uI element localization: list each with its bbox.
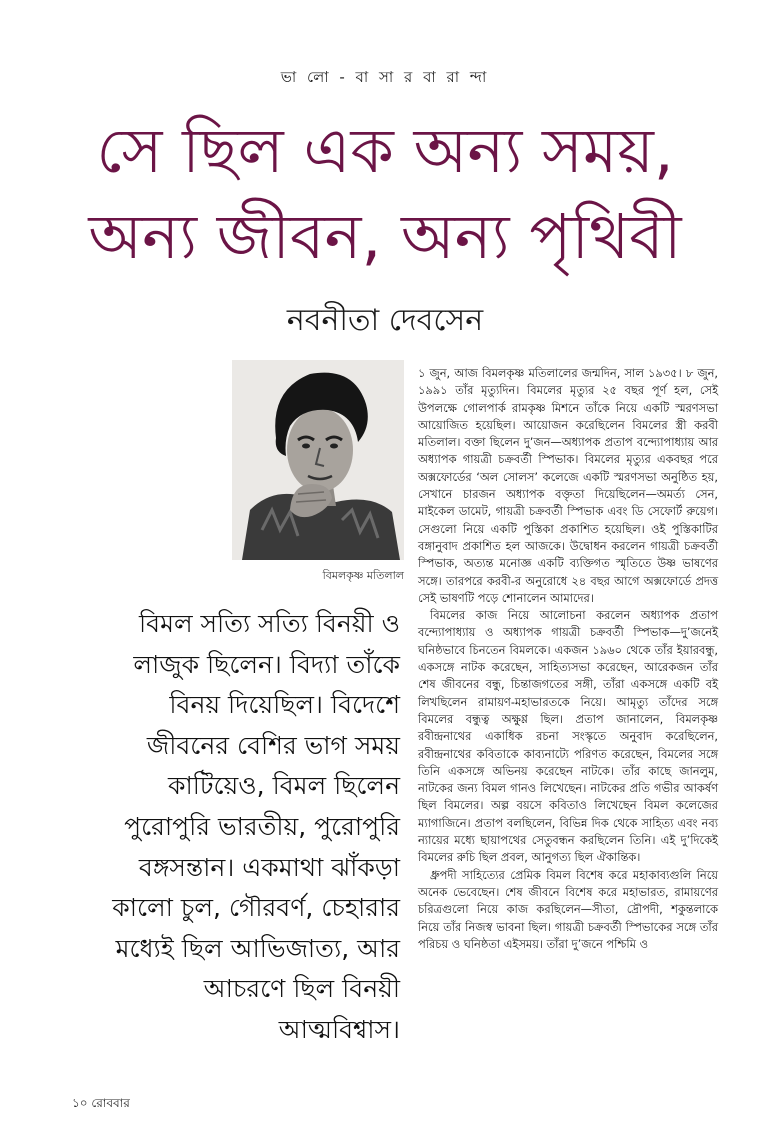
article-paragraph: ধ্রুপদী সাহিত্যের প্রেমিক বিমল বিশেষ করে মহাকাব্যগুলি নিয়ে অনেক ভেবেছেন। শেষ জীবনে বিশেষ করে মহাভারত, রামায়ণের চরিত্রগুলো নিয়ে কাজ করছিলেন—সীতা, দ্রৌপদী, শকুন্তলাকে নিয়ে তাঁর নিজস্ব ভাবনা ছিল। গায়ত্রী চক্রবর্তী স্পিভাকের সঙ্গে তাঁর পরিচয় ও ঘনিষ্ঠতা এইসময়। তাঁরা দু’জনে পশ্চিমি ও [418,867,718,951]
headline-line-2: অন্য জীবন, অন্য পৃথিবী [88,200,682,273]
headline-line-1: সে ছিল এক অন্য সময়, [96,114,674,187]
headline [40,108,730,280]
author-portrait-photo [232,360,404,560]
pull-quote [94,604,400,1051]
article-body [418,365,718,953]
section-kicker: ভা লো - বা সা র বা রা ন্দা [280,68,490,86]
pull-quote-text: বিমল সত্যি সত্যি বিনয়ী ও লাজুক ছিলেন। বিদ্যা তাঁকে বিনয় দিয়েছিল। বিদেশে জীবনের বেশির ভাগ সময় কাটিয়েও, বিমল ছিলেন পুরোপুরি ভারতীয়, পুরোপুরি বঙ্গসন্তান। একমাথা ঝাঁকড়া কালো চুল, গৌরবর্ণ, চেহারার মধ্যেই ছিল আভিজাত্য, আর আচরণে ছিল বিনয়ী আত্মবিশ্বাস। [112,609,400,1044]
article-paragraph: ১ জুন, আজ বিমলকৃষ্ণ মতিলালের জন্মদিন, সাল ১৯৩৫। ৮ জুন, ১৯৯১ তাঁর মৃত্যুদিন। বিমলের মৃত্যুর ২৫ বছর পূর্ণ হল, সেই উপলক্ষে গোলপার্ক রামকৃষ্ণ মিশনে তাঁকে নিয়ে একটি স্মরণসভা আয়োজিত হয়েছিল। আয়োজন করেছিলেন বিমলের স্ত্রী করবী মতিলাল। বক্তা ছিলেন দু’জন—অধ্যাপক প্রতাপ বন্দ্যোপাধ্যায় আর অধ্যাপক গায়ত্রী চক্রবর্তী স্পিভাক। বিমলের মৃত্যুর একবছর পরে অক্সফোর্ডের ‘অল সোলস’ কলেজে একটি স্মরণসভা অনুষ্ঠিত হয়, সেখানে চারজন অধ্যাপক বক্তৃতা দিয়েছিলেন—অমর্ত্য সেন, মাইকেল ডামেট, গায়ত্রী চক্রবর্তী স্পিভাক এবং ডি সেফোর্ট রুয়েগ। সেগুলো নিয়ে একটি পুস্তিকা প্রকাশিত হয়েছিল। ওই পুস্তিকাটির বঙ্গানুবাদ প্রকাশিত হল আজকে। উদ্বোধন করলেন গায়ত্রী চক্রবর্তী স্পিভাক, অত্যন্ত মনোজ্ঞ একটি ব্যক্তিগত স্মৃতিতে উষ্ণ ভাষণের সঙ্গে। তারপরে করবী-র অনুরোধে ২৪ বছর আগে অক্সফোর্ডে প্রদত্ত সেই ভাষণটি পড়ে শোনালেন আমাদের। [418,366,718,605]
page-folio: ১০ রোববার [72,1096,130,1110]
article-paragraph: বিমলের কাজ নিয়ে আলোচনা করলেন অধ্যাপক প্রতাপ বন্দ্যোপাধ্যায় ও অধ্যাপক গায়ত্রী চক্রবর্তী স্পিভাক—দু’জনেই ঘনিষ্ঠভাবে চিনতেন বিমলকে। একজন ১৯৬০ থেকে তাঁর ইয়ারবন্ধু, একসঙ্গে নাটক করেছেন, সাহিত্যসভা করেছেন, আরেকজন তাঁর শেষ জীবনের বন্ধু, চিন্তাজগতের সঙ্গী, তাঁরা একসঙ্গে একটি বই লিখছিলেন রামায়ণ-মহাভারতকে নিয়ে। আমৃত্যু তাঁদের সঙ্গে বিমলের বন্ধুত্ব অক্ষুণ্ণ ছিল। প্রতাপ জানালেন, বিমলকৃষ্ণ রবীন্দ্রনাথের একাধিক রচনা সংস্কৃতে অনুবাদ করেছিলেন, রবীন্দ্রনাথের কবিতাকে কাব্যনাট্যে পরিণত করেছেন, বিমলের সঙ্গে তিনি একসঙ্গে অভিনয় করেছেন নাটকে। তাঁর কাছে জানলুম, নাটকের জন্য বিমল গানও লিখেছেন। নাটকের প্রতি গভীর আকর্ষণ ছিল বিমলের। অল্প বয়সে কবিতাও লিখেছেন বিমল কলেজের ম্যাগাজিনে। প্রতাপ বলছিলেন, বিভিন্ন দিক থেকে সাহিত্য এবং নব্য ন্যায়ের মধ্যে ছায়াপথের সেতুবন্ধন করছিলেন তিনি। এই দু’দিকেই বিমলের রুচি ছিল প্রবল, আনুগত্য ছিল ঐকান্তিক। [418,608,718,865]
author-byline: নবনীতা দেবসেন [286,303,484,338]
photo-caption: বিমলকৃষ্ণ মতিলাল [322,569,404,582]
